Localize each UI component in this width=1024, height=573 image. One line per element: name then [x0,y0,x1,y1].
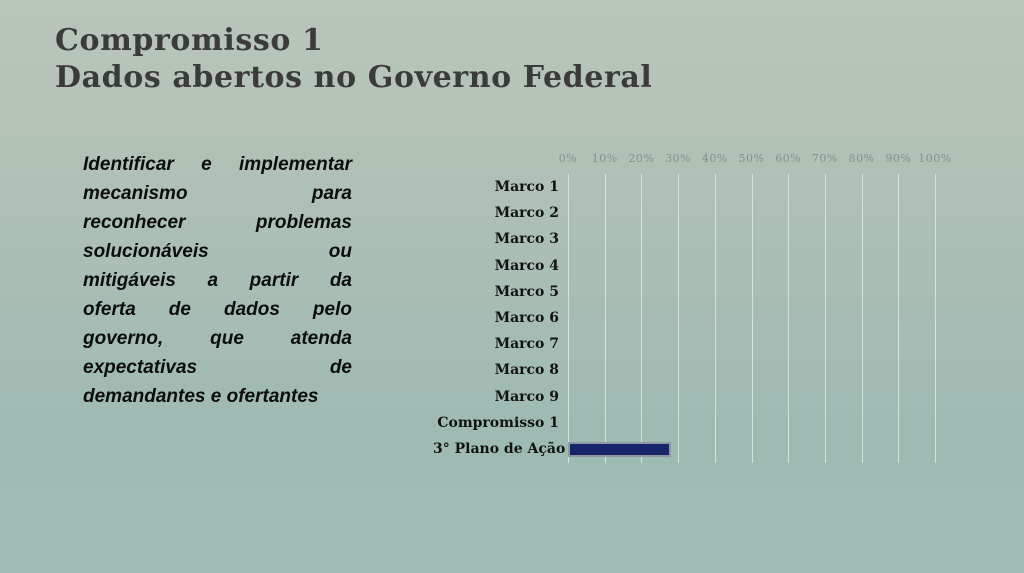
x-tick-label: 30% [665,152,692,165]
x-tick-label: 60% [775,152,802,165]
x-tick-label: 10% [591,152,618,165]
gridline [788,174,789,463]
slide-title-line-1: Compromisso 1 [55,23,324,58]
description-line: mecanismo para [83,183,352,204]
gridline [605,174,606,463]
category-label: Marco 3 [494,231,559,248]
category-label: Compromisso 1 [437,414,559,431]
category-label: Marco 8 [494,362,559,379]
gridline [568,174,569,463]
description-line: governo, que atenda [83,328,352,349]
category-label: Marco 6 [494,309,559,326]
x-tick-label: 100% [918,152,952,165]
data-bar [568,442,671,457]
plot-area [568,174,935,463]
slide-title [55,22,652,96]
category-labels [433,174,568,463]
gridline [862,174,863,463]
x-tick-label: 20% [628,152,655,165]
category-label: Marco 9 [494,388,559,405]
x-axis-ticks [558,148,952,174]
chart-body [433,174,935,463]
gridline [752,174,753,463]
x-tick-label: 40% [701,152,728,165]
x-tick-label: 80% [848,152,875,165]
description-line: reconhecer problemas [83,212,352,233]
description-line: Identificar e implementar [83,154,352,175]
gridline [825,174,826,463]
gridline [715,174,716,463]
gridline [678,174,679,463]
x-tick-label: 50% [738,152,765,165]
gridline [898,174,899,463]
gridline [935,174,936,463]
description-line: oferta de dados pelo [83,299,352,320]
category-label: Marco 2 [494,205,559,222]
category-label: Marco 4 [494,257,559,274]
slide-title-line-2: Dados abertos no Governo Federal [55,60,653,95]
x-tick-label: 90% [885,152,912,165]
description-line: expectativas de [83,357,352,378]
x-tick-label: 70% [811,152,838,165]
description-line: demandantes e ofertantes [83,386,319,407]
description-line: solucionáveis ou [83,241,352,262]
commitment-description [83,150,352,411]
description-line: mitigáveis a partir da [83,270,352,291]
category-label: Marco 7 [494,336,559,353]
category-label: 3° Plano de Ação [433,440,566,457]
gridline [641,174,642,463]
x-tick-label: 0% [558,152,578,165]
category-label: Marco 1 [494,179,559,195]
progress-bar-chart [433,148,952,463]
category-label: Marco 5 [494,283,559,300]
